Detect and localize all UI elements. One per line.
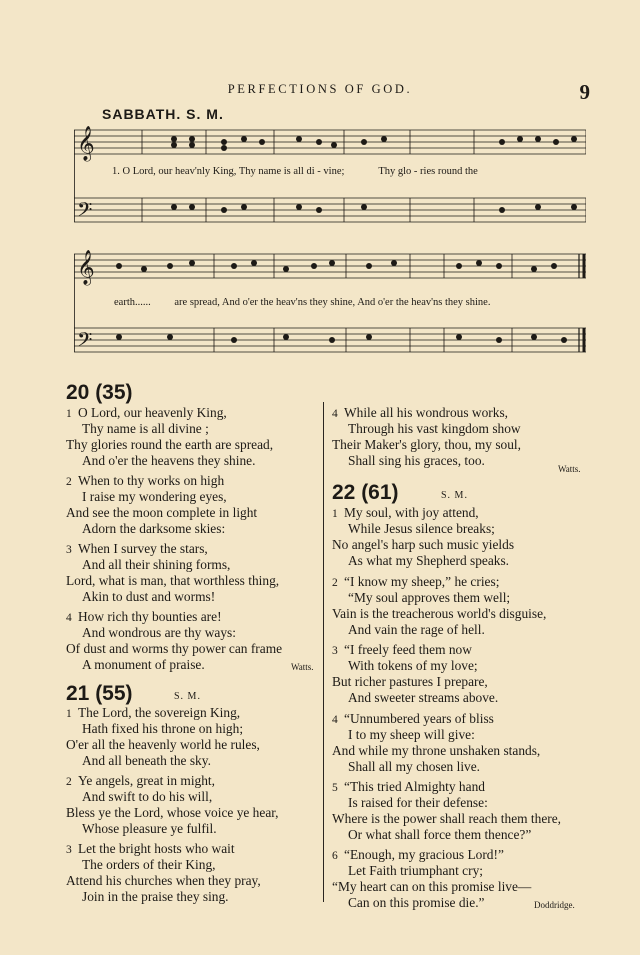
music-system-1 (74, 120, 586, 240)
verse-line: With tokens of my love; (348, 658, 478, 673)
author-attribution: Doddridge. (534, 900, 575, 910)
verse-line: Whose pleasure ye fulfil. (82, 821, 217, 836)
verse-line: A monument of praise. (82, 657, 205, 672)
svg-text:𝄞: 𝄞 (77, 251, 95, 284)
verse-line: And while my throne unshaken stands, (332, 743, 541, 758)
verse-line: Their Maker's glory, thou, my soul, (332, 437, 521, 452)
verse-line: And see the moon complete in light (66, 505, 258, 520)
page-number: 9 (579, 80, 590, 104)
verse-line: 1 O Lord, our heavenly King, (66, 405, 227, 420)
author-attribution: Watts. (291, 662, 314, 672)
hymn-number: 20 (35) (66, 381, 133, 404)
verse-line: Lord, what is man, that worthless thing, (66, 573, 280, 588)
verse-line: Shall all my chosen live. (348, 759, 481, 774)
hymn-number: 22 (61) (332, 481, 399, 504)
verse-line: The orders of their King, (82, 857, 216, 872)
verse-line: “My soul approves them well; (348, 590, 511, 605)
verse-line: I to my sheep will give: (348, 727, 475, 742)
verse-line: And swift to do his will, (82, 789, 213, 804)
verse-line: No angel's harp such music yields (332, 537, 515, 552)
verse-line: 1 The Lord, the sovereign King, (66, 705, 241, 720)
verse-line: Akin to dust and worms! (82, 589, 216, 604)
verse-line: 2 “I know my sheep,” he cries; (332, 574, 500, 589)
tune-lyrics-line-1: 1. O Lord, our heav'nly King, Thy name is all di - vine; Thy glo - ries round the (112, 166, 478, 177)
author-attribution: Watts. (558, 464, 581, 474)
tune-lyrics-line-2: earth...... are spread, And o'er the heav'ns they shine, And o'er the heav'ns they shine. (114, 297, 491, 308)
verse-line: O'er all the heavenly world he rules, (66, 737, 260, 752)
verse-line: Shall sing his graces, too. (348, 453, 485, 468)
verse-line: And all their shining forms, (82, 557, 231, 572)
verse-line: “My heart can on this promise live— (332, 879, 532, 894)
verse-line: Thy glories round the earth are spread, (66, 437, 274, 452)
verse-line: Of dust and worms thy power can frame (66, 641, 283, 656)
verse-line: Is raised for their defense: (348, 795, 488, 810)
verse-line: While Jesus silence breaks; (348, 521, 495, 536)
verse-line: Let Faith triumphant cry; (348, 863, 483, 878)
hymn-meter: S. M. (174, 691, 201, 702)
verse-line: I raise my wondering eyes, (82, 489, 227, 504)
verse-line: 4 How rich thy bounties are! (66, 609, 222, 624)
verse-line: But richer pastures I prepare, (332, 674, 488, 689)
verse-line: Or what shall force them thence?” (348, 827, 532, 842)
verse-line: And wondrous are thy ways: (82, 625, 236, 640)
verse-line: Adorn the darksome skies: (82, 521, 226, 536)
verse-line: Hath fixed his throne on high; (82, 721, 244, 736)
verse-line: Bless ye the Lord, whose voice ye hear, (66, 805, 279, 820)
verse-line: Through his vast kingdom show (348, 421, 521, 436)
verse-line: Vain is the treacherous world's disguise, (332, 606, 547, 621)
verse-line: Thy name is all divine ; (82, 421, 209, 436)
page-header-title: PERFECTIONS OF GOD. (227, 82, 413, 96)
verse-line: 6 “Enough, my gracious Lord!” (332, 847, 504, 862)
hymn-meter: S. M. (441, 490, 468, 501)
verse-line: 3 Let the bright hosts who wait (66, 841, 235, 856)
verse-line: As what my Shepherd speaks. (348, 553, 510, 568)
svg-text:𝄢: 𝄢 (77, 330, 93, 356)
verse-line: And vain the rage of hell. (348, 622, 485, 637)
verse-line: Can on this promise die.” (348, 895, 485, 910)
verse-line: And o'er the heavens they shine. (82, 453, 256, 468)
verse-line: 3 “I freely feed them now (332, 642, 472, 657)
verse-line: 5 “This tried Almighty hand (332, 779, 485, 794)
music-notation-1 (74, 120, 586, 240)
verse-line: Where is the power shall reach them there, (332, 811, 562, 826)
verse-line: 4 “Unnumbered years of bliss (332, 711, 494, 726)
verse-line: And sweeter streams above. (348, 690, 499, 705)
svg-text:𝄞: 𝄞 (77, 127, 95, 160)
verse-line: 4 While all his wondrous works, (332, 405, 509, 420)
verse-line: Attend his churches when they pray, (66, 873, 261, 888)
column-divider (323, 402, 324, 902)
verse-line: 3 When I survey the stars, (66, 541, 208, 556)
hymn-number: 21 (55) (66, 682, 133, 705)
verse-line: 2 When to thy works on high (66, 473, 225, 488)
svg-text:𝄢: 𝄢 (77, 200, 93, 226)
tune-name: SABBATH. S. M. (102, 106, 224, 122)
verse-line: 2 Ye angels, great in might, (66, 773, 215, 788)
verse-line: And all beneath the sky. (82, 753, 211, 768)
verse-line: Join in the praise they sing. (82, 889, 229, 904)
verse-line: 1 My soul, with joy attend, (332, 505, 479, 520)
